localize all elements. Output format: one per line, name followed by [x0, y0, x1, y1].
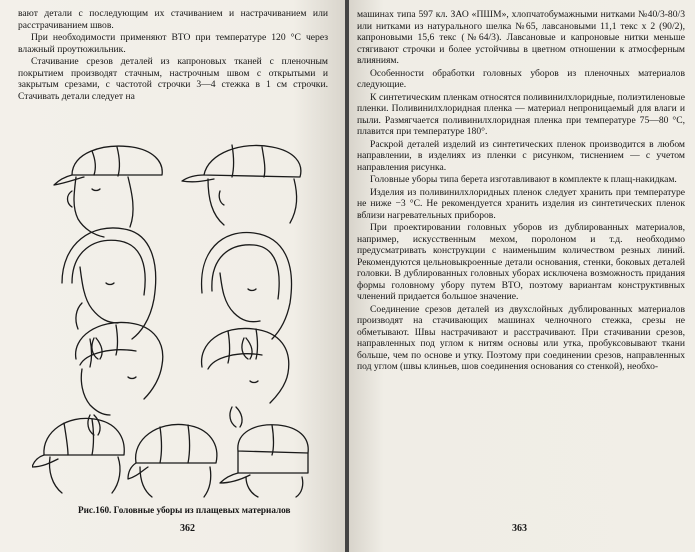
paragraph: Изделия из поливинилхлоридных пленок следует хранить при температуре не ниже −3 °С. Не рекомендуется хранить изделия из синтетических пленок вблизи нагревательных приборов.: [357, 186, 685, 221]
hood-right: [202, 233, 292, 359]
hats-drawing: [32, 133, 322, 501]
paragraph: К синтетическим пленкам относятся поливинилхлоридные, полиэтиленовые пленки. Поливинилхлоридная пленка — материал непроницаемый для влаги и пыли. Размягчается поливинилхлоридная пленка при температуре 75—80 °С, плавится при температуре 180°.: [357, 91, 685, 137]
paragraph: Раскрой деталей изделий из синтетических пленок производится в любом направлении, в изделиях из пленки с рисунком, тиснением — с учетом направления рисунка.: [357, 138, 685, 173]
left-page: [0, 0, 345, 552]
figure-caption: Рис.160. Головные уборы из плащевых материалов: [78, 505, 291, 515]
left-page-text: [18, 8, 328, 102]
cap-profile-left: [54, 146, 162, 237]
right-page-text: [357, 9, 685, 373]
paragraph: Головные уборы типа берета изготавливают в комплекте к плащ-накидкам.: [370, 174, 677, 185]
page-number-right: 363: [512, 523, 527, 534]
paragraph: При необходимости применяют ВТО при температуре 120 °С через влажный проутюжильник.: [18, 32, 328, 55]
panel-cap-2: [128, 424, 217, 497]
paragraph: При проектировании головных уборов из дублированных материалов, например, искусственным мехом, поролоном и т.д. необходимо предусматривать конструкции с наименьшим количеством резных линий. Рекомендуются цельновыкроенные детали основания, стенки, боковых деталей головки. В дублированных головных уборах исключена возможность придания формы головному убору путем ВТО, поэтому вариантам конструктивных членений придается большое значение.: [357, 222, 685, 302]
paragraph: машинах типа 597 кл. ЗАО «ПШМ», хлопчатобумажными нитками №40/3-80/3 или нитками из натурального шелка №65, лавсановыми 11,1 текс x 2 (90/2), капроновыми 15,6 текс (№64/3). Лавсановые и капроновые нитки меньше стягивают строчки и более устойчивы в цветном отношении к атмосферным влияниям.: [357, 9, 685, 66]
page-number-left: 362: [180, 523, 195, 534]
right-page: [349, 0, 695, 552]
paragraph: Особенности обработки головных уборов из пленочных материалов следующие.: [357, 67, 685, 90]
panel-cap-1: [32, 418, 124, 493]
peaked-cap-3: [220, 425, 308, 497]
paragraph: Стачивание срезов деталей из капроновых тканей с пленочным покрытием производят стачным, настрочным швом с открытыми и закрытым срезами, с частотой строчки 3—4 стежка в 1 см строчки. Стачивать детали следует на: [18, 56, 328, 102]
paragraph: вают детали с последующим их стачиванием и настрачиванием или расстрачиванием швов.: [18, 8, 328, 31]
cap-side-right: [182, 145, 301, 225]
flap-hat-right: [202, 328, 289, 427]
hood-left: [62, 228, 156, 359]
hats-illustration: [32, 133, 322, 501]
paragraph: Соединение срезов деталей из двухслойных дублированных материалов производят на стачивающих машинах челночного стежка, срезы не обметывают. Швы настрачивают и расстрачивают. При стачивании срезов, направленных под углом к нитям основы или утка, пробуксовывают ткани больше, чем по основе и утку. Поэтому при соединении срезов, направленных под углом (швы клиньев, шов соединения основания со стенкой), необхо-: [357, 303, 685, 372]
